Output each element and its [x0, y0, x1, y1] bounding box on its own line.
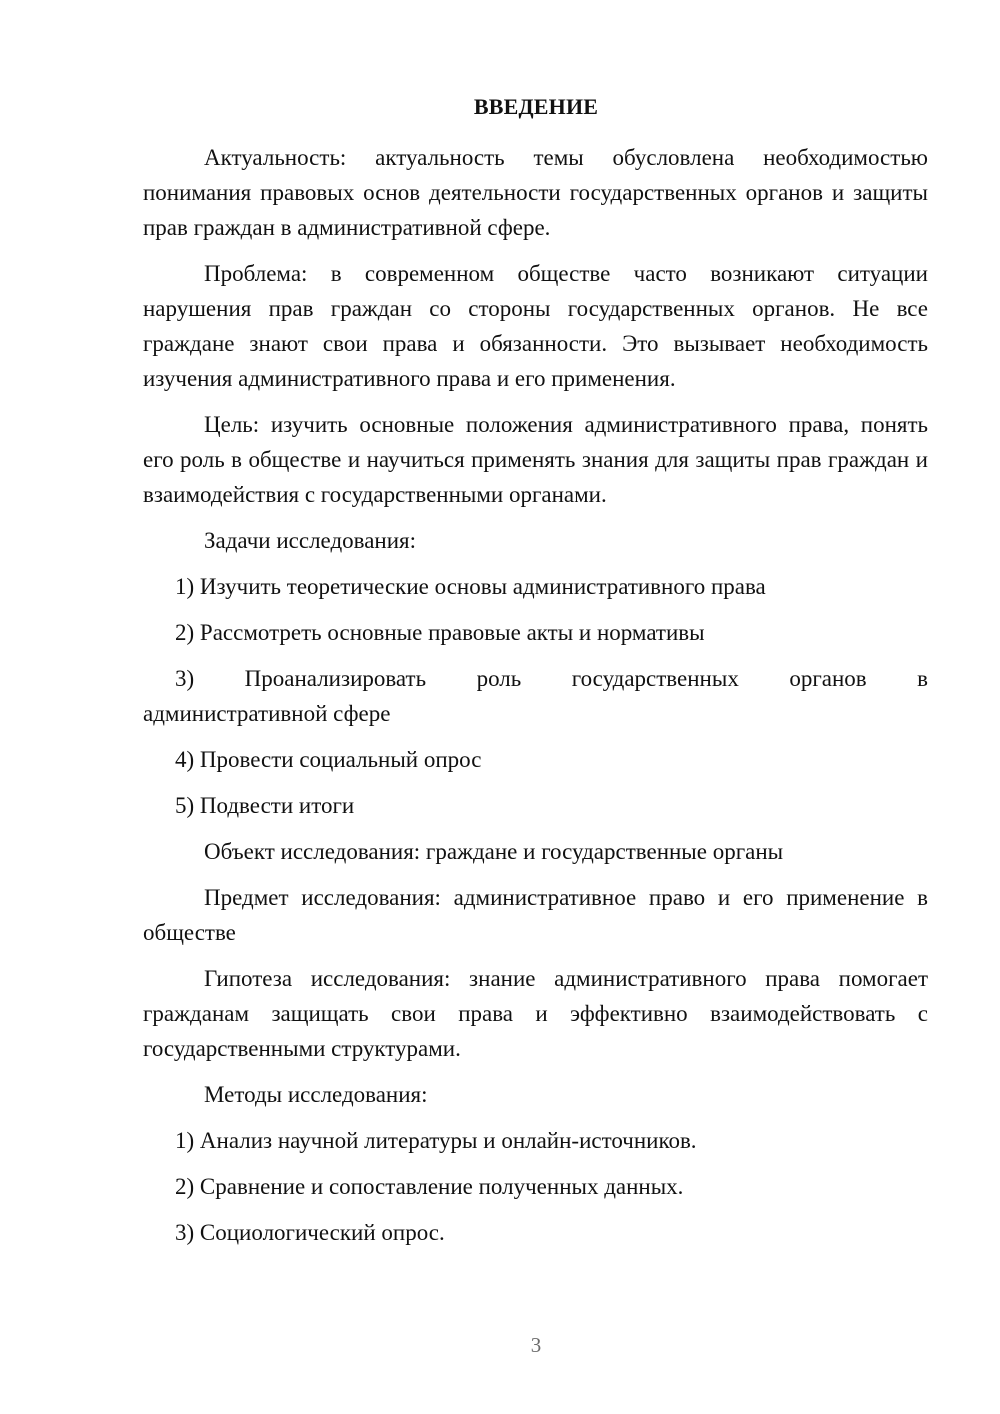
page-title: ВВЕДЕНИЕ: [473, 94, 599, 119]
task-item-1: 1) Изучить теоретические основы административного права: [175, 574, 766, 599]
method-item-3: 3) Социологический опрос.: [175, 1220, 445, 1245]
task-item-3: 3) Проанализировать роль государственных органов в: [175, 666, 928, 691]
problem-paragraph: Проблема: в современном обществе часто возникают ситуации нарушения прав граждан со стороны государственных органов. Не все граждане знают свои права и обязанности. Это вызывает необходимость изучения административного права и его применения.: [143, 261, 928, 391]
task-item-5: 5) Подвести итоги: [175, 793, 355, 818]
methods-heading: Методы исследования:: [204, 1082, 428, 1107]
document-body: [143, 140, 928, 1261]
methods-list: [143, 1123, 928, 1250]
tasks-list: [143, 569, 928, 823]
tasks-heading: Задачи исследования:: [204, 528, 417, 553]
task-item-2: 2) Рассмотреть основные правовые акты и нормативы: [175, 620, 705, 645]
research-hypothesis: Гипотеза исследования: знание административного права помогает гражданам защищать свои права и эффективно взаимодействовать с государственными структурами.: [143, 966, 928, 1061]
method-item-1: 1) Анализ научной литературы и онлайн-источников.: [175, 1128, 697, 1153]
task-item-3-continuation: административной сфере: [143, 701, 391, 726]
relevance-paragraph: Актуальность: актуальность темы обусловлена необходимостью понимания правовых основ деятельности государственных органов и защиты прав граждан в административной сфере.: [143, 145, 928, 240]
method-item-2: 2) Сравнение и сопоставление полученных данных.: [175, 1174, 684, 1199]
task-item-4: 4) Провести социальный опрос: [175, 747, 482, 772]
research-object: Объект исследования: граждане и государственные органы: [204, 839, 784, 864]
goal-paragraph: Цель: изучить основные положения административного права, понять его роль в обществе и научиться применять знания для защиты прав граждан и взаимодействия с государственными органами.: [143, 412, 928, 507]
page-number: 3: [530, 1333, 542, 1357]
research-subject: Предмет исследования: административное право и его применение в обществе: [143, 885, 928, 945]
